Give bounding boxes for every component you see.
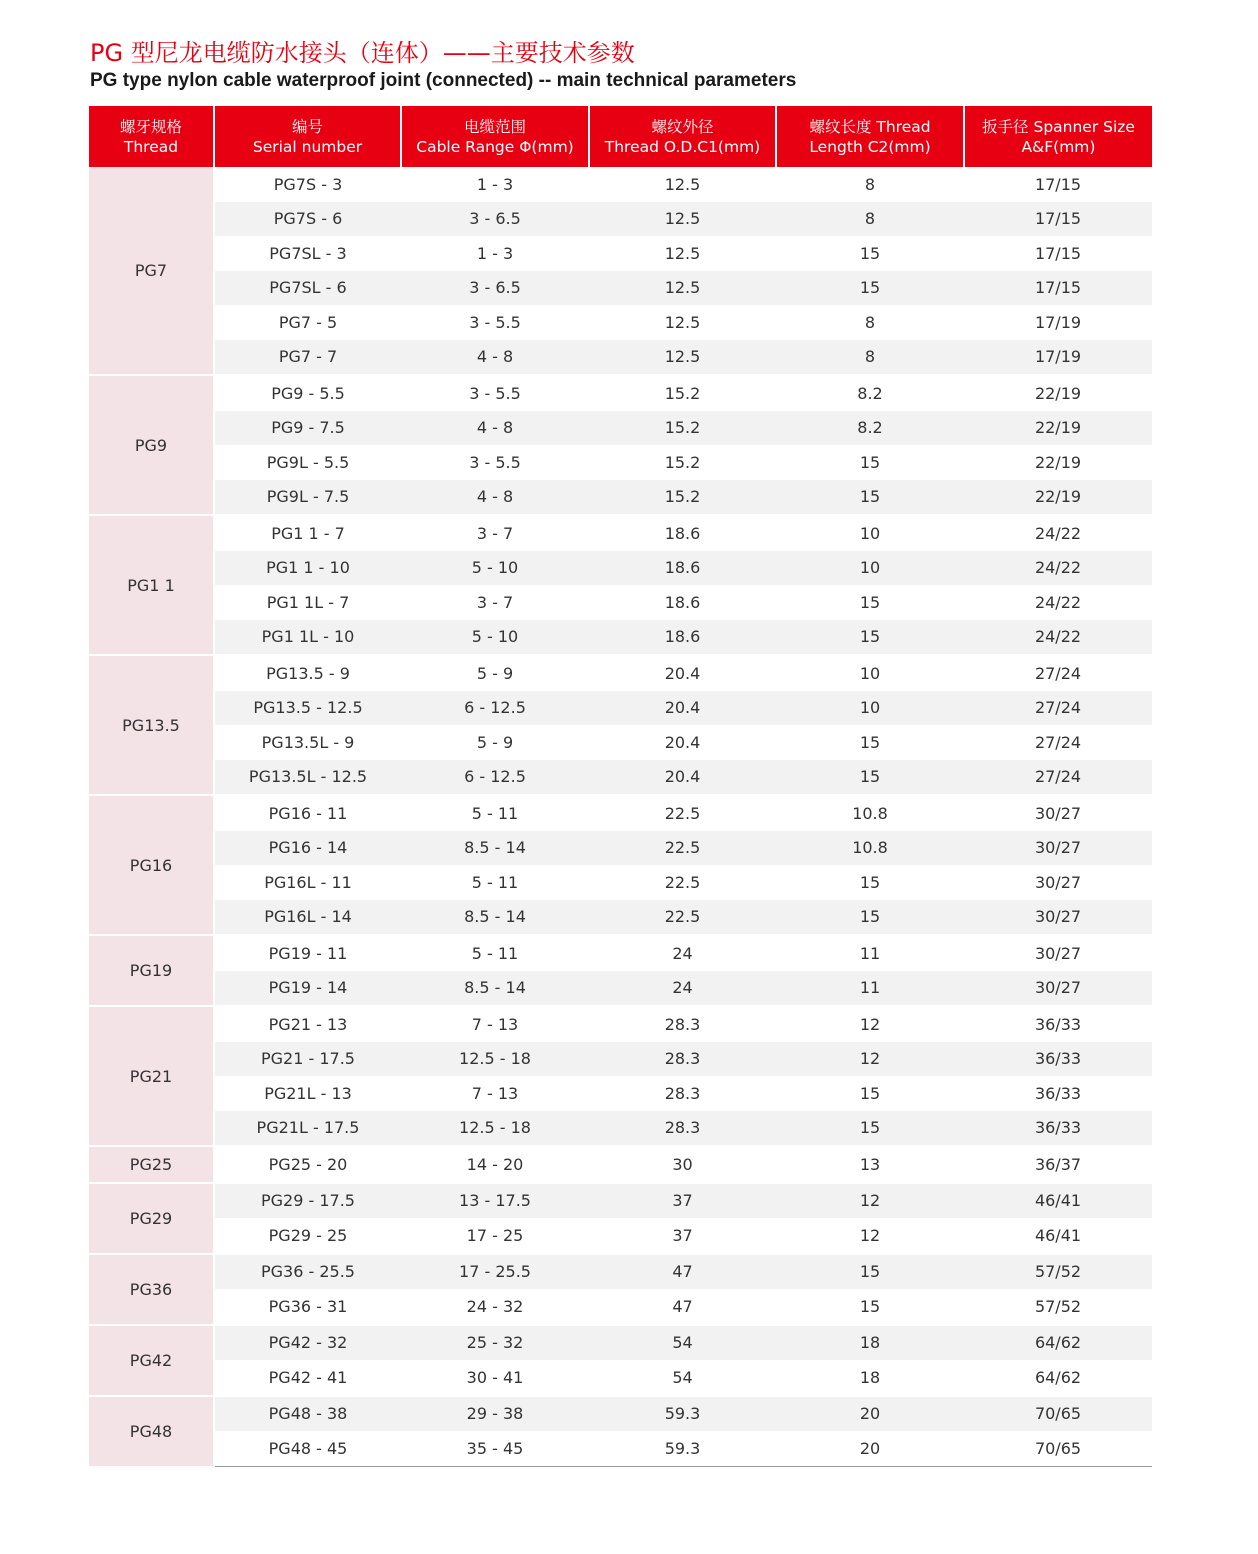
cable-range-cell: 17 - 25.5 (401, 1254, 589, 1290)
table-row (89, 725, 1152, 760)
table-row (89, 340, 1152, 376)
spanner-size-cell: 22/19 (964, 480, 1152, 516)
spanner-size-cell: 17/15 (1034, 174, 1082, 194)
table-row (89, 1183, 1152, 1219)
thread-length-cell: 18 (859, 1367, 881, 1387)
thread-od-cell: 47 (589, 1254, 776, 1290)
cable-range-cell: 5 - 9 (401, 655, 589, 691)
table-row (89, 900, 1152, 936)
thread-length-cell: 15 (859, 1296, 881, 1316)
thread-length-cell: 10 (776, 655, 964, 691)
spanner-size-cell: 24/22 (964, 620, 1152, 656)
table-row (89, 305, 1152, 340)
spanner-size-cell: 17/15 (1034, 243, 1082, 263)
thread-group-cell: PG42 (89, 1325, 214, 1396)
serial-number-cell: PG16 - 11 (214, 795, 401, 831)
serial-number-cell: PG16 - 14 (214, 831, 401, 866)
thread-length-cell: 20 (776, 1431, 964, 1466)
table-row (89, 620, 1152, 656)
thread-length-cell: 18 (776, 1325, 964, 1361)
table-row (89, 1396, 1152, 1432)
thread-od-cell: 28.3 (589, 1006, 776, 1042)
cable-range-cell: 7 - 13 (471, 1083, 519, 1103)
thread-od-cell: 47 (672, 1296, 693, 1316)
thread-length-cell: 15 (859, 592, 881, 612)
spanner-size-cell: 17/15 (964, 202, 1152, 237)
cable-range-cell: 5 - 9 (476, 732, 514, 752)
serial-number-cell: PG7SL - 3 (269, 243, 347, 263)
thread-length-cell: 12 (776, 1042, 964, 1077)
spanner-size-cell: 64/62 (1034, 1367, 1082, 1387)
table-body (89, 167, 1152, 1466)
table-row (89, 445, 1152, 480)
serial-number-cell: PG21L - 13 (264, 1083, 352, 1103)
cable-range-cell: 3 - 5.5 (469, 312, 521, 332)
table-row (89, 585, 1152, 620)
thread-od-cell: 20.4 (589, 655, 776, 691)
serial-number-cell: PG7 - 7 (214, 340, 401, 376)
thread-od-cell: 22.5 (589, 831, 776, 866)
thread-length-cell: 15 (776, 480, 964, 516)
spanner-size-cell: 36/33 (964, 1006, 1152, 1042)
cable-range-cell: 5 - 10 (401, 551, 589, 586)
spanner-size-cell: 70/65 (964, 1396, 1152, 1432)
thread-length-cell: 15 (776, 620, 964, 656)
thread-group-cell: PG25 (89, 1146, 214, 1183)
thread-length-cell: 15 (859, 1083, 881, 1103)
cable-range-cell: 14 - 20 (401, 1146, 589, 1183)
spanner-size-cell: 27/24 (964, 655, 1152, 691)
header-cable-range-en: Cable Range Φ(mm) (416, 137, 574, 156)
thread-length-cell: 12 (776, 1006, 964, 1042)
cable-range-cell: 24 - 32 (466, 1296, 524, 1316)
cable-range-cell: 3 - 7 (476, 592, 514, 612)
serial-number-cell: PG21 - 13 (214, 1006, 401, 1042)
serial-number-cell: PG29 - 25 (268, 1225, 348, 1245)
serial-number-cell: PG1 1L - 10 (214, 620, 401, 656)
table-row (89, 971, 1152, 1007)
cable-range-cell: 8.5 - 14 (401, 900, 589, 936)
serial-number-cell: PG29 - 17.5 (214, 1183, 401, 1219)
thread-od-cell: 18.6 (589, 551, 776, 586)
cable-range-cell: 25 - 32 (401, 1325, 589, 1361)
header-thread-od (589, 106, 776, 167)
serial-number-cell: PG1 1L - 7 (266, 592, 350, 612)
table-row (89, 551, 1152, 586)
cable-range-cell: 3 - 5.5 (401, 375, 589, 411)
thread-length-cell: 10 (776, 551, 964, 586)
serial-number-cell: PG36 - 31 (268, 1296, 348, 1316)
thread-od-cell: 20.4 (589, 691, 776, 726)
spanner-size-cell: 24/22 (964, 515, 1152, 551)
page-title-zh: PG 型尼龙电缆防水接头（连体）——主要技术参数 (90, 39, 635, 67)
thread-length-cell: 8.2 (776, 375, 964, 411)
thread-od-cell: 20.4 (589, 760, 776, 796)
thread-length-cell: 10 (776, 515, 964, 551)
thread-length-cell: 8 (864, 312, 876, 332)
thread-od-cell: 22.5 (589, 795, 776, 831)
spanner-size-cell: 30/27 (964, 795, 1152, 831)
cable-range-cell: 35 - 45 (401, 1431, 589, 1466)
spanner-size-cell: 24/22 (964, 551, 1152, 586)
cable-range-cell: 8.5 - 14 (401, 971, 589, 1007)
spanner-size-cell: 36/33 (964, 1042, 1152, 1077)
thread-od-cell: 28.3 (589, 1111, 776, 1147)
serial-number-cell: PG9 - 5.5 (214, 375, 401, 411)
serial-number-cell: PG48 - 38 (214, 1396, 401, 1432)
serial-number-cell: PG48 - 45 (214, 1431, 401, 1466)
table-row (89, 691, 1152, 726)
spanner-size-cell: 30/27 (964, 971, 1152, 1007)
header-thread-length-en: Length C2(mm) (809, 137, 931, 156)
cable-range-cell: 6 - 12.5 (401, 760, 589, 796)
table-row (89, 1431, 1152, 1466)
thread-length-cell: 8 (864, 174, 876, 194)
table-row (89, 935, 1152, 971)
cable-range-cell: 5 - 11 (471, 872, 519, 892)
thread-length-cell: 15 (776, 760, 964, 796)
table-row (89, 202, 1152, 237)
thread-group-cell: PG1 1 (89, 515, 214, 655)
thread-group-cell: PG9 (89, 375, 214, 515)
serial-number-cell: PG21L - 17.5 (214, 1111, 401, 1147)
thread-group-cell: PG19 (89, 935, 214, 1006)
serial-number-cell: PG1 1 - 10 (214, 551, 401, 586)
thread-length-cell: 8.2 (776, 411, 964, 446)
spanner-size-cell: 30/27 (964, 831, 1152, 866)
thread-length-cell: 8 (776, 340, 964, 376)
thread-length-cell: 15 (859, 452, 881, 472)
thread-group-cell: PG29 (89, 1183, 214, 1254)
serial-number-cell: PG13.5 - 12.5 (214, 691, 401, 726)
cable-range-cell: 29 - 38 (401, 1396, 589, 1432)
table-row (89, 1218, 1152, 1254)
cable-range-cell: 4 - 8 (401, 340, 589, 376)
serial-number-cell: PG25 - 20 (214, 1146, 401, 1183)
table-row (89, 271, 1152, 306)
thread-od-cell: 30 (589, 1146, 776, 1183)
serial-number-cell: PG7 - 5 (278, 312, 338, 332)
thread-od-cell: 37 (672, 1225, 693, 1245)
table-row (89, 480, 1152, 516)
cable-range-cell: 5 - 10 (401, 620, 589, 656)
thread-group-cell: PG13.5 (89, 655, 214, 795)
thread-od-cell: 18.6 (589, 620, 776, 656)
cable-range-cell: 1 - 3 (476, 243, 514, 263)
thread-od-cell: 28.3 (589, 1042, 776, 1077)
table-row (89, 655, 1152, 691)
serial-number-cell: PG13.5L - 12.5 (214, 760, 401, 796)
table-row (89, 167, 1152, 202)
thread-od-cell: 12.5 (664, 243, 701, 263)
thread-od-cell: 20.4 (664, 732, 701, 752)
thread-od-cell: 18.6 (589, 515, 776, 551)
spanner-size-cell: 22/19 (964, 411, 1152, 446)
thread-group-cell: PG36 (89, 1254, 214, 1325)
cable-range-cell: 5 - 11 (401, 935, 589, 971)
table-row (89, 1006, 1152, 1042)
spanner-size-cell: 27/24 (964, 691, 1152, 726)
cable-range-cell: 12.5 - 18 (401, 1042, 589, 1077)
thread-od-cell: 24 (589, 971, 776, 1007)
header-thread-od-en: Thread O.D.C1(mm) (604, 137, 761, 156)
serial-number-cell: PG7S - 3 (273, 174, 343, 194)
header-cable-range (401, 106, 589, 167)
header-serial-number-en: Serial number (252, 137, 363, 156)
serial-number-cell: PG9L - 7.5 (214, 480, 401, 516)
serial-number-cell: PG13.5 - 9 (214, 655, 401, 691)
thread-length-cell: 12 (859, 1225, 881, 1245)
header-thread (89, 106, 214, 167)
thread-length-cell: 13 (776, 1146, 964, 1183)
cable-range-cell: 3 - 6.5 (401, 202, 589, 237)
thread-length-cell: 15 (859, 732, 881, 752)
header-row (89, 106, 1152, 167)
thread-length-cell: 8 (776, 202, 964, 237)
spanner-size-cell: 57/52 (1034, 1296, 1082, 1316)
table-row (89, 515, 1152, 551)
header-thread-zh: 螺牙规格 (119, 117, 182, 136)
table-row (89, 865, 1152, 900)
spanner-size-cell: 64/62 (964, 1325, 1152, 1361)
thread-od-cell: 37 (589, 1183, 776, 1219)
cable-range-cell: 8.5 - 14 (401, 831, 589, 866)
thread-od-cell: 28.3 (664, 1083, 701, 1103)
table-row (89, 1360, 1152, 1396)
spanner-size-cell: 30/27 (1034, 872, 1082, 892)
table-row (89, 411, 1152, 446)
table-row (89, 1111, 1152, 1147)
serial-number-cell: PG36 - 25.5 (214, 1254, 401, 1290)
thread-length-cell: 15 (859, 243, 881, 263)
thread-od-cell: 59.3 (589, 1396, 776, 1432)
thread-od-cell: 54 (672, 1367, 693, 1387)
thread-od-cell: 12.5 (589, 340, 776, 376)
serial-number-cell: PG1 1 - 7 (214, 515, 401, 551)
cable-range-cell: 4 - 8 (401, 480, 589, 516)
spanner-size-cell: 30/27 (964, 900, 1152, 936)
cable-range-cell: 5 - 11 (401, 795, 589, 831)
serial-number-cell: PG19 - 14 (214, 971, 401, 1007)
header-cable-range-zh: 电缆范围 (463, 117, 526, 136)
header-thread-length-zh: 螺纹长度 Thread (809, 117, 931, 136)
thread-length-cell: 10.8 (776, 831, 964, 866)
table-row (89, 1076, 1152, 1111)
thread-length-cell: 20 (776, 1396, 964, 1432)
table-row (89, 236, 1152, 271)
thread-length-cell: 15 (776, 1254, 964, 1290)
thread-od-cell: 12.5 (589, 271, 776, 306)
serial-number-cell: PG42 - 41 (268, 1367, 348, 1387)
thread-length-cell: 10 (776, 691, 964, 726)
thread-od-cell: 15.2 (589, 375, 776, 411)
serial-number-cell: PG19 - 11 (214, 935, 401, 971)
spanner-size-cell: 24/22 (1034, 592, 1082, 612)
spec-table (89, 106, 1152, 1467)
thread-group-cell: PG21 (89, 1006, 214, 1146)
spanner-size-cell: 27/24 (964, 760, 1152, 796)
thread-length-cell: 12 (776, 1183, 964, 1219)
spanner-size-cell: 36/33 (1034, 1083, 1082, 1103)
cable-range-cell: 6 - 12.5 (401, 691, 589, 726)
header-spanner-size-en: A&F(mm) (1021, 137, 1096, 156)
table-row (89, 795, 1152, 831)
page-title-en: PG type nylon cable waterproof joint (connected) -- main technical parameters (90, 70, 797, 91)
table-row (89, 1042, 1152, 1077)
thread-od-cell: 12.5 (589, 202, 776, 237)
spanner-size-cell: 22/19 (1034, 452, 1082, 472)
spanner-size-cell: 17/15 (964, 271, 1152, 306)
serial-number-cell: PG16L - 14 (214, 900, 401, 936)
thread-od-cell: 22.5 (589, 900, 776, 936)
thread-group-cell: PG16 (89, 795, 214, 935)
spanner-size-cell: 17/19 (1034, 312, 1082, 332)
spanner-size-cell: 70/65 (964, 1431, 1152, 1466)
table-header (89, 106, 1152, 167)
cable-range-cell: 3 - 7 (401, 515, 589, 551)
serial-number-cell: PG7S - 6 (214, 202, 401, 237)
cable-range-cell: 17 - 25 (466, 1225, 524, 1245)
thread-od-cell: 15.2 (589, 411, 776, 446)
spanner-size-cell: 22/19 (964, 375, 1152, 411)
thread-group-cell: PG7 (89, 167, 214, 375)
spanner-size-cell: 36/37 (964, 1146, 1152, 1183)
header-serial-number (214, 106, 401, 167)
thread-length-cell: 10.8 (776, 795, 964, 831)
thread-length-cell: 11 (776, 971, 964, 1007)
table-row (89, 375, 1152, 411)
header-serial-number-zh: 编号 (291, 117, 323, 136)
table-row (89, 1325, 1152, 1361)
thread-od-cell: 15.2 (664, 452, 701, 472)
cable-range-cell: 12.5 - 18 (401, 1111, 589, 1147)
table-row (89, 1254, 1152, 1290)
cable-range-cell: 13 - 17.5 (401, 1183, 589, 1219)
serial-number-cell: PG7SL - 6 (214, 271, 401, 306)
spanner-size-cell: 17/19 (964, 340, 1152, 376)
serial-number-cell: PG21 - 17.5 (214, 1042, 401, 1077)
table-row (89, 831, 1152, 866)
thread-od-cell: 22.5 (664, 872, 701, 892)
thread-length-cell: 15 (859, 872, 881, 892)
spanner-size-cell: 27/24 (1034, 732, 1082, 752)
spanner-size-cell: 46/41 (964, 1183, 1152, 1219)
header-spanner-size-zh: 扳手径 Spanner Size (982, 117, 1135, 136)
thread-length-cell: 11 (776, 935, 964, 971)
table-row (89, 1289, 1152, 1325)
spanner-size-cell: 46/41 (1034, 1225, 1082, 1245)
serial-number-cell: PG13.5L - 9 (261, 732, 355, 752)
thread-od-cell: 54 (589, 1325, 776, 1361)
header-thread-length (776, 106, 964, 167)
cable-range-cell: 30 - 41 (466, 1367, 524, 1387)
spanner-size-cell: 36/33 (964, 1111, 1152, 1147)
header-spanner-size (964, 106, 1152, 167)
cable-range-cell: 3 - 6.5 (401, 271, 589, 306)
thread-group-cell: PG48 (89, 1396, 214, 1467)
thread-od-cell: 18.6 (664, 592, 701, 612)
cable-range-cell: 1 - 3 (476, 174, 514, 194)
cable-range-cell: 7 - 13 (401, 1006, 589, 1042)
header-thread-od-zh: 螺纹外径 (651, 117, 714, 136)
thread-length-cell: 15 (776, 900, 964, 936)
thread-od-cell: 24 (589, 935, 776, 971)
table-row (89, 760, 1152, 796)
cable-range-cell: 4 - 8 (401, 411, 589, 446)
table-row (89, 1146, 1152, 1183)
spanner-size-cell: 30/27 (964, 935, 1152, 971)
serial-number-cell: PG9L - 5.5 (266, 452, 350, 472)
serial-number-cell: PG42 - 32 (214, 1325, 401, 1361)
thread-length-cell: 15 (776, 271, 964, 306)
thread-od-cell: 59.3 (589, 1431, 776, 1466)
thread-od-cell: 15.2 (589, 480, 776, 516)
thread-od-cell: 12.5 (664, 174, 701, 194)
cable-range-cell: 3 - 5.5 (469, 452, 521, 472)
spanner-size-cell: 57/52 (964, 1254, 1152, 1290)
thread-od-cell: 12.5 (664, 312, 701, 332)
header-thread-en: Thread (123, 137, 179, 156)
serial-number-cell: PG16L - 11 (264, 872, 352, 892)
thread-length-cell: 15 (776, 1111, 964, 1147)
serial-number-cell: PG9 - 7.5 (214, 411, 401, 446)
